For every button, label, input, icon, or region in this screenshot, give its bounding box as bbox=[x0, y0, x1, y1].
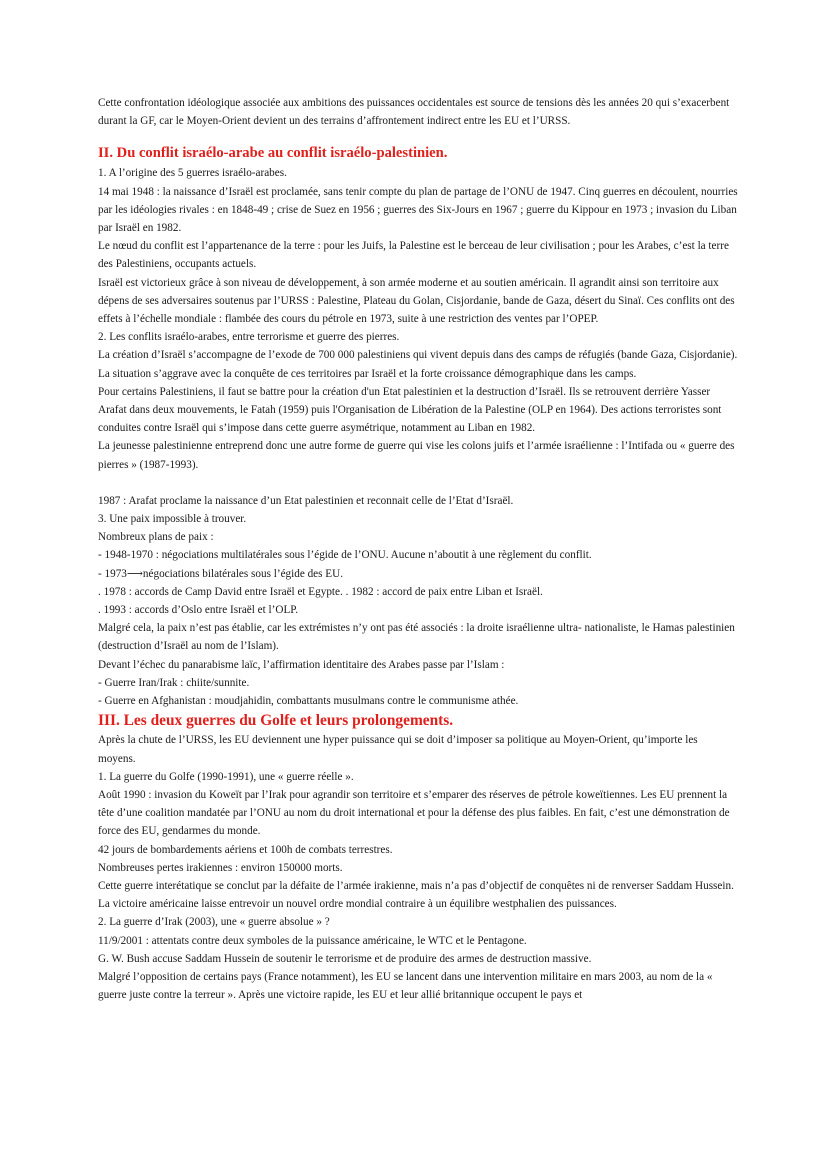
paragraph: Malgré cela, la paix n’est pas établie, car les extrémistes n’y ont pas été associés : la droite israélienne ultra- nationaliste, le Hamas palestinien (destruction d’Israël au nom de l’Islam). bbox=[98, 622, 735, 653]
paragraph: Nombreuses pertes irakiennes : environ 150000 morts. bbox=[98, 861, 343, 874]
list-item: . 1978 : accords de Camp David entre Israël et Egypte. . 1982 : accord de paix entre Liban et Israël. bbox=[98, 585, 543, 598]
intro-paragraph: Cette confrontation idéologique associée aux ambitions des puissances occidentales est source de tensions dès les années 20 qui s’exacerbent durant la GF, car le Moyen-Orient devient un des terrains d’affrontement indirect entre les EU et l’URSS. bbox=[98, 97, 730, 128]
paragraph: Après la chute de l’URSS, les EU deviennent une hyper puissance qui se doit d’imposer sa politique au Moyen-Orient, qu’importe les moyens. bbox=[98, 734, 698, 765]
paragraph: Août 1990 : invasion du Koweït par l’Irak pour agrandir son territoire et s’emparer des réserves de pétrole koweïtiennes. Les EU prennent la tête d’une coalition mandatée par l’ONU au nom du droit international et pour la défense des plus faibles. En fait, c’est une démonstration de force des EU, gendarmes du monde. bbox=[98, 788, 730, 838]
paragraph: 11/9/2001 : attentats contre deux symboles de la puissance américaine, le WTC et le Pentagone. bbox=[98, 934, 527, 947]
section-3-subheading-1: 1. La guerre du Golfe (1990-1991), une « guerre réelle ». bbox=[98, 770, 354, 783]
list-item: - Guerre en Afghanistan : moudjahidin, combattants musulmans contre le communisme athée. bbox=[98, 695, 519, 708]
paragraph: 42 jours de bombardements aériens et 100h de combats terrestres. bbox=[98, 843, 393, 856]
list-item: - 1973⟶négociations bilatérales sous l’égide des EU. bbox=[98, 567, 344, 580]
paragraph: Israël est victorieux grâce à son niveau de développement, à son armée moderne et au soutien américain. Il agrandit ainsi son territoire aux dépens de ses adversaires soutenus par l’URSS : Palestine, Plateau du Golan, Cisjordanie, bande de Gaza, désert du Sinaï. Ces conflits ont des effets à l’échelle mondiale : flambée des cours du pétrole en 1973, suite à une restriction des ventes par l’OPEP. bbox=[98, 276, 735, 326]
section-2-heading: II. Du conflit israélo-arabe au conflit israélo-palestinien. bbox=[98, 145, 448, 162]
list-item: - 1948-1970 : négociations multilatérales sous l’égide de l’ONU. Aucune n’aboutit à une règlement du conflit. bbox=[98, 549, 592, 562]
section-2-subheading-3: 3. Une paix impossible à trouver. bbox=[98, 513, 247, 526]
paragraph: 1987 : Arafat proclame la naissance d’un Etat palestinien et reconnait celle de l’Etat d’Israël. bbox=[98, 494, 514, 507]
section-2-subheading-2: 2. Les conflits israélo-arabes, entre terrorisme et guerre des pierres. bbox=[98, 331, 400, 344]
document-body bbox=[98, 94, 738, 1004]
paragraph: La jeunesse palestinienne entreprend donc une autre forme de guerre qui vise les colons juifs et l’armée israélienne : l’Intifada ou « guerre des pierres » (1987-1993). bbox=[98, 440, 735, 471]
paragraph: Pour certains Palestiniens, il faut se battre pour la création d'un Etat palestinien et la destruction d’Israël. Ils se retrouvent derrière Yasser Arafat dans deux mouvements, le Fatah (1959) puis l'Organisation de Libération de la Palestine (OLP en 1964). Des actions terroristes sont conduites contre Israël qui s’impose dans cette guerre asymétrique, notamment au Liban en 1982. bbox=[98, 385, 722, 435]
paragraph: Le nœud du conflit est l’appartenance de la terre : pour les Juifs, la Palestine est le berceau de leur civilisation ; pour les Arabes, c’est la terre des Palestiniens, occupants actuels. bbox=[98, 240, 729, 271]
paragraph: Cette guerre interétatique se conclut par la défaite de l’armée irakienne, mais n’a pas d’objectif de conquêtes ni de renverser Saddam Hussein. La victoire américaine laisse entrevoir un nouvel ordre mondial contraire à un équilibre westphalien des puissances. bbox=[98, 879, 734, 911]
list-item: - Guerre Iran/Irak : chiite/sunnite. bbox=[98, 676, 250, 689]
paragraph: 14 mai 1948 : la naissance d’Israël est proclamée, sans tenir compte du plan de partage de l’ONU de 1947. Cinq guerres en découlent, nourries par les idéologies rivales : en 1848-49 ; crise de Suez en 1956 ; guerres des Six-Jours en 1967 ; guerre du Kippour en 1973 ; invasion du Liban par Israël en 1982. bbox=[98, 185, 738, 235]
section-3-subheading-2: 2. La guerre d’Irak (2003), une « guerre absolue » ? bbox=[98, 916, 330, 929]
paragraph: G. W. Bush accuse Saddam Hussein de soutenir le terrorisme et de produire des armes de destruction massive. bbox=[98, 952, 592, 965]
paragraph: Devant l’échec du panarabisme laïc, l’affirmation identitaire des Arabes passe par l’Islam : bbox=[98, 658, 505, 671]
paragraph: Malgré l’opposition de certains pays (France notamment), les EU se lancent dans une intervention militaire en mars 2003, au nom de la « guerre juste contre la terreur ». Après une victoire rapide, les EU et leur allié britannique occupent le pays et bbox=[98, 970, 713, 1002]
section-2-subheading-1: 1. A l’origine des 5 guerres israélo-arabes. bbox=[98, 167, 287, 180]
section-3-heading: III. Les deux guerres du Golfe et leurs prolongements. bbox=[98, 712, 454, 730]
paragraph: La création d’Israël s’accompagne de l’exode de 700 000 palestiniens qui vivent depuis dans des camps de réfugiés (bande Gaza, Cisjordanie). La situation s’aggrave avec la conquête de ces territoires par Israël et la forte croissance démographique dans les camps. bbox=[98, 349, 738, 380]
list-item: . 1993 : accords d’Oslo entre Israël et l’OLP. bbox=[98, 604, 299, 617]
paragraph: Nombreux plans de paix : bbox=[98, 531, 214, 544]
